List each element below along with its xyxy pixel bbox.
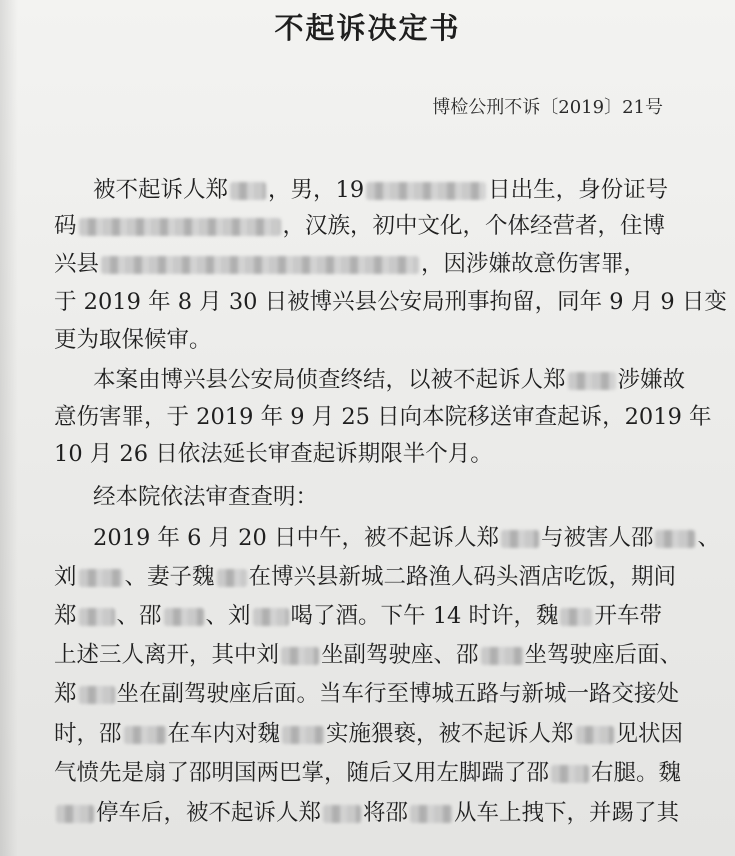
redacted-name — [568, 372, 616, 390]
redacted-name — [217, 569, 247, 587]
text-fragment: 、妻子魏 — [124, 564, 215, 590]
text-fragment: 坐驾驶座后面、 — [524, 642, 683, 668]
redacted-name — [481, 647, 523, 665]
text-line — [54, 559, 676, 591]
text-fragment: 于 2019 年 8 月 30 日被博兴县公安局刑事拘留，同年 9 月 9 日变 — [54, 289, 727, 315]
text-fragment: 实施猥亵，被不起诉人郑 — [326, 721, 574, 747]
text-fragment: 码 — [54, 213, 77, 239]
redacted-name — [253, 608, 289, 626]
document-number: 博检公刑不诉〔2019〕21号 — [432, 97, 663, 118]
redacted-name — [501, 530, 539, 548]
redacted-name — [655, 530, 695, 548]
redacted-name — [282, 726, 324, 744]
redacted-name — [560, 608, 592, 626]
text-fragment: 在博兴县新城二路渔人码头酒店吃饭，期间 — [248, 564, 677, 590]
redacted-name — [124, 726, 166, 744]
text-line — [54, 598, 662, 630]
text-fragment: 本案由博兴县公安局侦查终结，以被不起诉人郑 — [93, 367, 566, 393]
text-line — [54, 399, 712, 431]
text-fragment: 坐副驾驶座、邵 — [321, 642, 479, 668]
text-fragment: 郑 — [54, 603, 77, 629]
redacted-name — [551, 765, 589, 783]
text-line — [93, 172, 668, 204]
text-fragment: 、邵 — [116, 603, 162, 629]
text-line — [54, 755, 681, 787]
text-line — [54, 716, 683, 748]
text-line — [54, 637, 682, 669]
text-fragment: 、 — [697, 525, 720, 551]
text-fragment: 停车后，被不起诉人郑 — [96, 800, 322, 826]
text-line — [54, 322, 212, 354]
text-fragment: 喝了酒。下午 14 时许，魏 — [290, 603, 559, 629]
text-fragment: 意伤害罪，于 2019 年 9 月 25 日向本院移送审查起诉，2019 年 — [54, 404, 712, 430]
text-fragment: 坐在副驾驶座后面。当车行至博城五路与新城一路交接处 — [116, 681, 680, 707]
text-line — [93, 479, 318, 511]
text-fragment: 将邵 — [363, 800, 409, 826]
text-fragment: 2019 年 6 月 20 日中午，被不起诉人郑 — [93, 525, 499, 551]
text-fragment: 郑 — [54, 681, 77, 707]
text-fragment: 时，邵 — [54, 721, 122, 747]
redacted-name — [323, 805, 361, 823]
text-line — [54, 436, 493, 468]
text-line — [93, 520, 720, 552]
redacted-name — [164, 608, 204, 626]
document-title: 不起诉决定书 — [274, 11, 461, 45]
text-fragment: 被不起诉人郑 — [93, 177, 229, 203]
text-fragment: 见状因 — [615, 721, 684, 747]
text-fragment: 、刘 — [205, 603, 251, 629]
text-fragment: 与被害人邵 — [540, 525, 654, 551]
text-line — [93, 362, 685, 394]
text-line — [54, 795, 679, 827]
redacted-name — [281, 647, 319, 665]
text-fragment: 日出生，身份证号 — [488, 177, 669, 203]
text-fragment: 经本院依法审查查明： — [93, 484, 319, 510]
text-fragment: 在车内对魏 — [167, 721, 281, 747]
text-line — [54, 284, 727, 316]
redacted-name — [410, 805, 452, 823]
text-fragment: 右腿。魏 — [591, 760, 682, 786]
page-fold-shadow — [0, 0, 18, 856]
text-line — [54, 246, 646, 278]
text-fragment: ，汉族，初中文化，个体经营者，住博 — [282, 213, 666, 239]
redacted-name — [79, 608, 115, 626]
text-fragment: 刘 — [54, 564, 77, 590]
redacted-birthdate — [366, 182, 486, 200]
redacted-name — [576, 726, 614, 744]
redacted-id-number — [79, 218, 281, 236]
text-fragment: ，男，19 — [268, 177, 365, 203]
redacted-name — [79, 686, 115, 704]
text-line — [54, 208, 665, 240]
text-fragment: 从车上拽下，并踢了其 — [454, 800, 680, 826]
redacted-name — [56, 805, 94, 823]
text-fragment: 10 月 26 日依法延长审查起诉期限半个月。 — [54, 441, 493, 467]
redacted-address — [101, 256, 419, 274]
text-fragment: 涉嫌故 — [617, 367, 686, 393]
text-fragment: 气愤先是扇了邵明国两巴掌，随后又用左脚踹了邵 — [54, 760, 550, 786]
text-fragment: 更为取保候审。 — [54, 327, 212, 353]
text-fragment: 开车带 — [594, 603, 662, 629]
redacted-name — [79, 569, 123, 587]
redacted-name — [230, 182, 266, 200]
text-fragment: 兴县 — [54, 251, 100, 277]
text-fragment: 上述三人离开，其中刘 — [54, 642, 280, 668]
text-fragment: ，因涉嫌故意伤害罪， — [421, 251, 647, 277]
text-line — [54, 676, 679, 708]
